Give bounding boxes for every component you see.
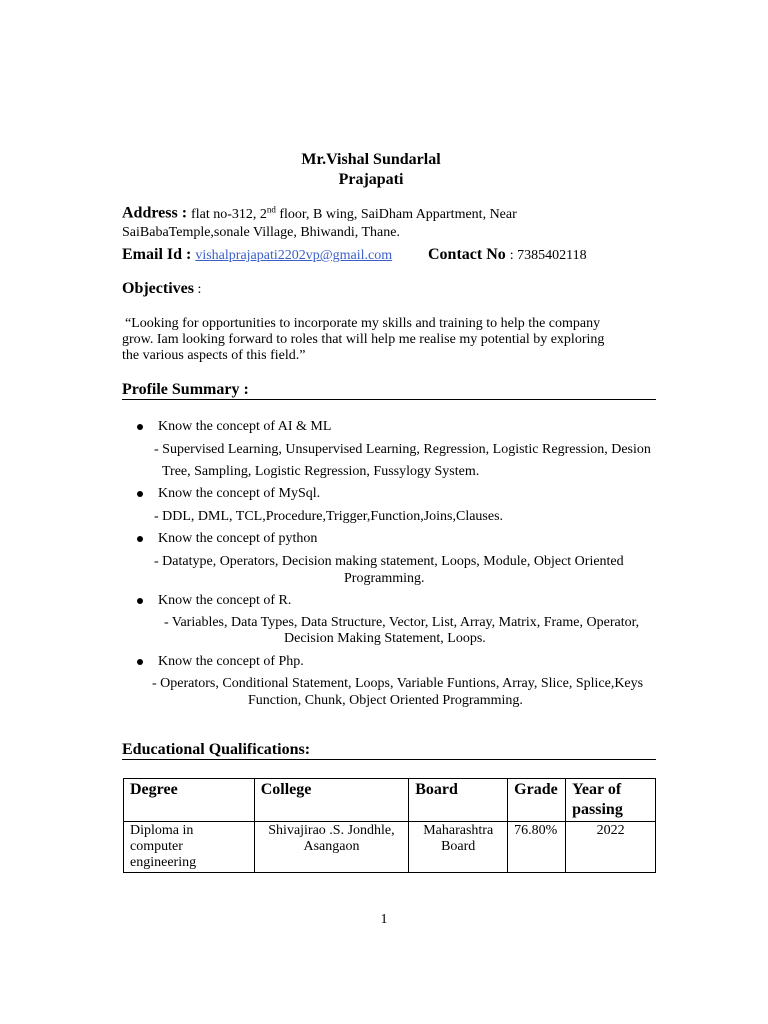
address-line1: flat no-312, 2nd floor, B wing, SaiDham Appartment, Near [191,204,517,222]
cell-college: Shivajirao .S. Jondhle, Asangaon [254,822,409,873]
profile-summary-heading: Profile Summary : [122,380,656,400]
profile-item-mysql: Know the concept of MySql. [158,486,321,501]
cell-degree: Diploma in computer engineering [124,822,255,873]
address-line2: SaiBabaTemple,sonale Village, Bhiwandi, Thane. [122,224,400,240]
education-table [123,778,656,873]
profile-detail: Function, Chunk, Object Oriented Programming. [248,693,523,708]
cell-board: Maharashtra Board [409,822,508,873]
objectives-line: the various aspects of this field.” [122,348,306,363]
column-header-college: College [254,779,409,822]
candidate-name-line2: Prajapati [338,171,404,188]
bullet-dot [137,424,143,430]
bullet-dot [137,491,143,497]
address-block [122,201,662,241]
column-header-year: Year of passing [566,779,656,822]
bullet-dot [137,536,143,542]
profile-detail: - Supervised Learning, Unsupervised Learning, Regression, Logistic Regression, Desion [154,442,651,457]
profile-detail: Programming. [344,571,425,586]
profile-item-python: Know the concept of python [158,531,318,546]
bullet-dot [137,659,143,665]
email-label: Email Id : [122,246,192,263]
contact-value: : 7385402118 [509,248,587,263]
profile-item-ai-ml: Know the concept of AI & ML [158,419,332,434]
cell-grade: 76.80% [508,822,566,873]
objectives-heading: Objectives : [122,280,202,297]
candidate-name-line1: Mr.Vishal Sundarlal [301,151,441,168]
email-link[interactable]: vishalprajapati2202vp@gmail.com [195,248,393,263]
profile-detail: Decision Making Statement, Loops. [284,631,486,646]
profile-detail: - Datatype, Operators, Decision making statement, Loops, Module, Object Oriented [154,554,624,569]
email-row [122,245,392,266]
page-number: 1 [380,912,388,927]
profile-detail: - Operators, Conditional Statement, Loops, Variable Funtions, Array, Slice, Splice,Keys [152,676,644,691]
bullet-dot [137,598,143,604]
objectives-line: “Looking for opportunities to incorporate my skills and training to help the company [125,316,601,331]
education-heading: Educational Qualifications: [122,740,656,760]
column-header-board: Board [409,779,508,822]
profile-detail: - Variables, Data Types, Data Structure, Vector, List, Array, Matrix, Frame, Operator, [164,615,640,630]
address-label: Address : [122,204,188,222]
profile-item-php: Know the concept of Php. [158,654,304,669]
objectives-text [122,316,682,364]
column-header-degree: Degree [124,779,255,822]
profile-detail: Tree, Sampling, Logistic Regression, Fussylogy System. [162,464,480,479]
education-header-row [124,779,656,822]
table-row [124,822,656,873]
cell-year: 2022 [566,822,656,873]
profile-item-r: Know the concept of R. [158,593,292,608]
profile-detail: - DDL, DML, TCL,Procedure,Trigger,Function,Joins,Clauses. [154,509,504,524]
objectives-line: grow. Iam looking forward to roles that will help me realise my potential by exploring [122,332,605,347]
column-header-grade: Grade [508,779,566,822]
contact-row [428,245,587,266]
contact-label: Contact No [428,246,506,263]
objectives-label: Objectives [122,280,194,297]
